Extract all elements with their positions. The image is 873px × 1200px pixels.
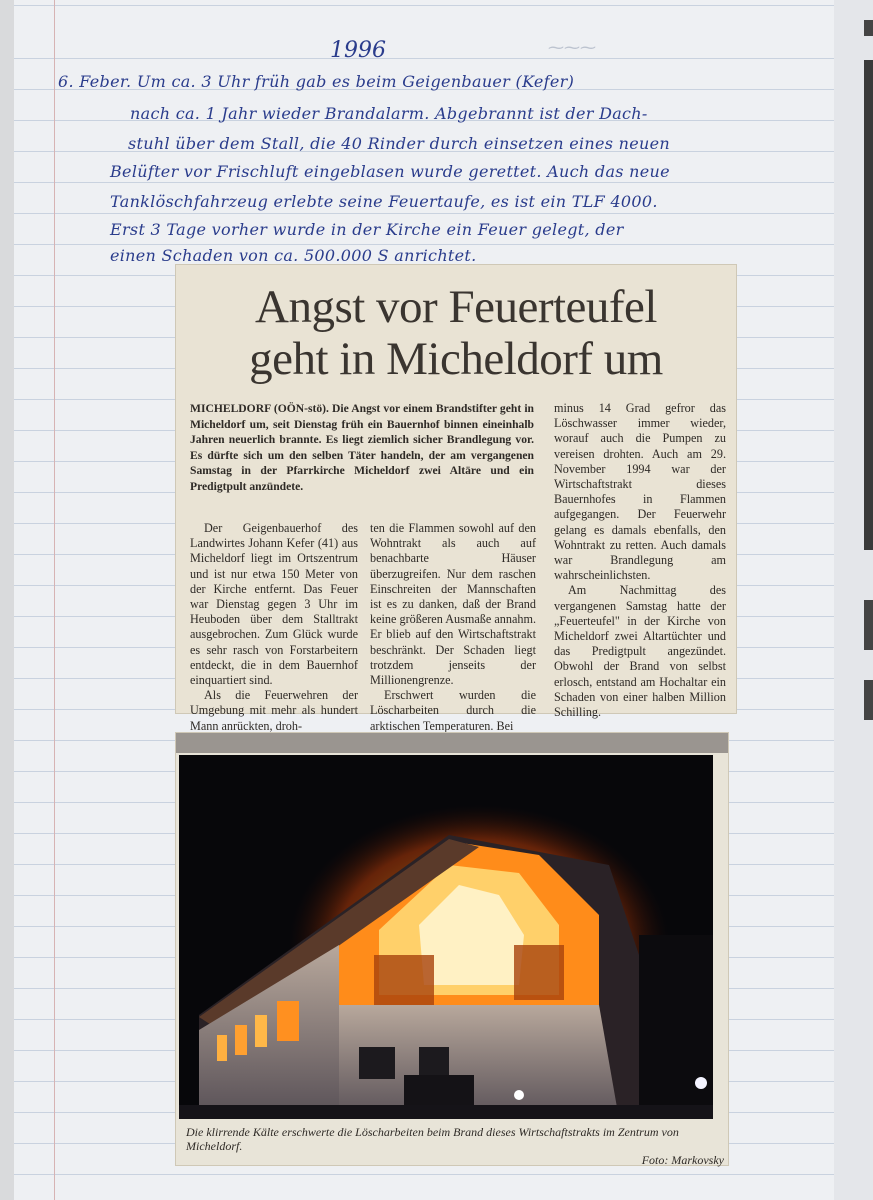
handwritten-line-1: 6. Feber. Um ca. 3 Uhr früh gab es beim Geigenbauer (Kefer) bbox=[58, 72, 575, 91]
handwritten-line-7: einen Schaden von ca. 500.000 S anrichtet. bbox=[110, 246, 477, 265]
newspaper-photo-clipping bbox=[176, 733, 728, 1165]
article-paragraph: Am Nachmittag des vergangenen Samstag hatte der „Feuerteufel" in der Kirche von Micheldorf zwei Altartüchter und das Predigtpult angezündet. Obwohl der Brand von selbst erlosch, entstand am Hochaltar ein Schaden von einer halben Million Schilling. bbox=[554, 583, 726, 720]
article-paragraph: Als die Feuerwehren der Umgebung mit mehr als hundert Mann anrückten, droh- bbox=[190, 688, 358, 733]
handwritten-year: 1996 bbox=[330, 38, 386, 63]
article-column-1 bbox=[190, 521, 358, 734]
article-column-3 bbox=[554, 401, 726, 720]
barn-fire-photo bbox=[179, 755, 713, 1119]
newspaper-article-clipping bbox=[176, 265, 736, 733]
photo-caption-text: Die klirrende Kälte erschwerte die Löscharbeiten beim Brand dieses Wirtschaftstrakts im Zentrum von Micheldorf. bbox=[186, 1125, 679, 1153]
photo-caption bbox=[186, 1125, 724, 1167]
faint-bleedthrough: ⁓⁓⁓ bbox=[548, 38, 596, 57]
article-paragraph: Der Geigenbauerhof des Landwirtes Johann Kefer (41) aus Micheldorf liegt im Ortszentrum und ist nur etwa 150 Meter von der Kirche entfernt. Das Feuer war Dienstag gegen 3 Uhr im Heuboden über dem Stalltrakt ausgebrochen. Zum Glück wurde es sehr rasch von Forstarbeitern entdeckt, die in dem Bauernhof einquartiert sind. bbox=[190, 521, 358, 688]
photo-top-strip bbox=[176, 733, 728, 753]
article-paragraph: Erschwert wurden die Löscharbeiten durch die arktischen Temperaturen. Bei bbox=[370, 688, 536, 733]
margin-line bbox=[54, 0, 55, 1200]
article-column-2 bbox=[370, 521, 536, 734]
headline-line-1: Angst vor Feuerteufel bbox=[255, 281, 657, 333]
article-paragraph: minus 14 Grad gefror das Löschwasser immer wieder, worauf auch die Pumpen zu vereisen drohten. Auch am 29. November 1994 war der Wirtschaftstrakt dieses Bauernhofes in Flammen aufgegangen. Der Feuerwehr gelang es damals ebenfalls, den Wohntrakt zu retten. Auch damals war Brandlegung am wahrscheinlichsten. bbox=[554, 401, 726, 583]
handwritten-line-5: Tanklöschfahrzeug erlebte seine Feuertaufe, es ist ein TLF 4000. bbox=[110, 192, 658, 211]
article-paragraph: ten die Flammen sowohl auf den Wohntrakt als auch auf benachbarte Häuser überzugreifen. Nur dem raschen Einschreiten der Mannschaften ist es zu danken, daß der Brand keine größeren Ausmaße annahm. Er blieb auf den Wirtschaftstrakt beschränkt. Der Schaden liegt trotzdem jenseits der Millionengrenze. bbox=[370, 521, 536, 688]
headline-line-2: geht in Micheldorf um bbox=[249, 333, 663, 385]
article-headline bbox=[176, 281, 736, 385]
handwritten-line-4: Belüfter vor Frischluft eingeblasen wurde gerettet. Auch das neue bbox=[110, 162, 670, 181]
handwritten-line-3: stuhl über dem Stall, die 40 Rinder durch einsetzen eines neuen bbox=[128, 134, 671, 153]
article-lead: MICHELDORF (OÖN-stö). Die Angst vor einem Brandstifter geht in Micheldorf um, seit Dienstag früh ein Bauernhof binnen eineinhalb Jahren neuerlich brannte. Es liegt ziemlich sicher Brandlegung vor. Es dürfte sich um den selben Täter handeln, der am vergangenen Samstag in der Pfarrkirche Micheldorf zwei Altäre und ein Predigtpult anzündete. bbox=[190, 402, 534, 493]
photo-credit: Foto: Markovsky bbox=[641, 1153, 724, 1167]
adjacent-page-edge bbox=[834, 0, 873, 1200]
handwritten-line-6: Erst 3 Tage vorher wurde in der Kirche ein Feuer gelegt, der bbox=[110, 220, 624, 239]
handwritten-line-2: nach ca. 1 Jahr wieder Brandalarm. Abgebrannt ist der Dach- bbox=[130, 104, 648, 123]
